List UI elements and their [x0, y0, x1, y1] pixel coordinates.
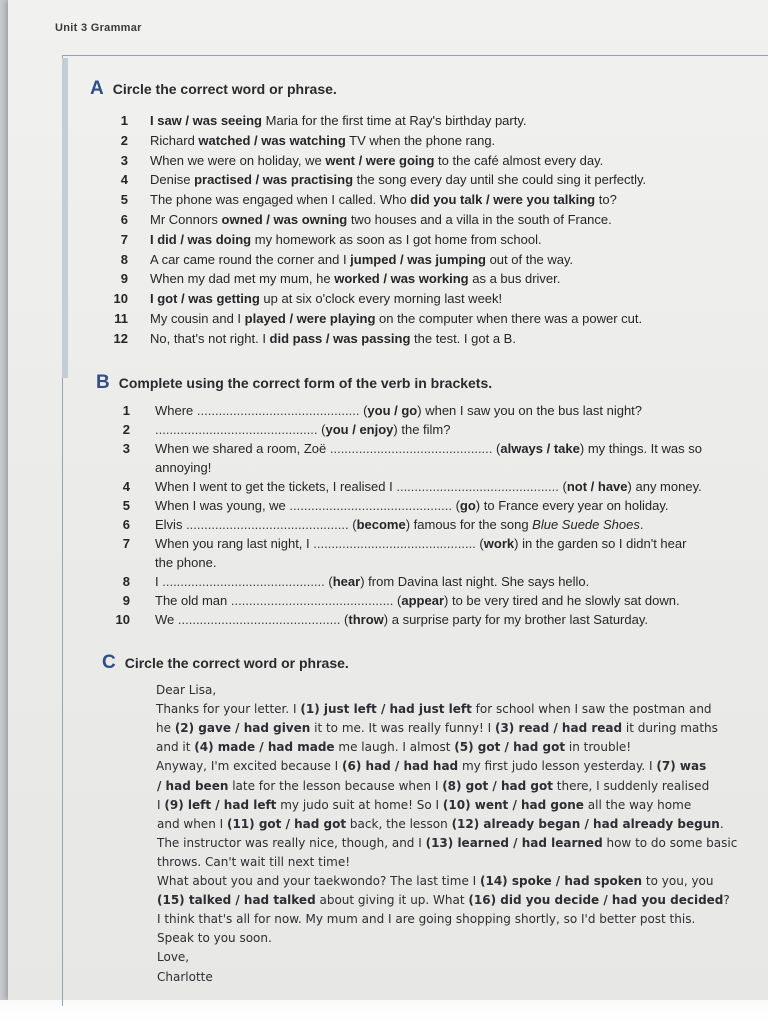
bracket: ) [579, 441, 585, 456]
answer-options: did you talk / were you talking [410, 192, 596, 208]
item-number: 7 [122, 536, 130, 551]
letter-line [157, 950, 189, 965]
verb-hint: not / have [566, 479, 628, 494]
song-title: Blue Suede Shoes [532, 517, 640, 532]
section-b-instruction: Complete using the correct form of the verb in brackets. [118, 375, 493, 391]
answer-options: (1) just left / had just left [300, 702, 472, 717]
item-sentence [150, 212, 612, 228]
item-sentence [155, 460, 211, 476]
letter-text-segment: Anyway, I'm excited because I [156, 759, 343, 774]
answer-blank: ............................................. [162, 574, 325, 589]
item-sentence [150, 133, 495, 149]
sentence-text: to be very tired and he slowly sat down. [448, 593, 680, 608]
item-number: 5 [120, 192, 128, 208]
answer-options: (3) read / had read [494, 721, 623, 736]
sentence-text: The old man [155, 593, 231, 608]
verb-hint: appear [401, 593, 445, 608]
letter-text-segment: The instructor was really nice, though, and I [157, 835, 426, 850]
letter-text-segment: I [157, 797, 165, 812]
bracket: ) [383, 612, 389, 627]
answer-blank: ............................................. [196, 403, 360, 418]
verb-hint: hear [332, 574, 361, 589]
item-number: 6 [122, 517, 130, 532]
answer-options: (15) talked / had talked [157, 893, 316, 908]
item-number: 2 [122, 422, 130, 437]
sentence-text: Mr Connors [150, 212, 222, 227]
sentence-text: When I was young, we [155, 498, 290, 513]
letter-text-segment: What about you and your taekwondo? The last time I [157, 874, 480, 888]
verb-hint: throw [348, 612, 384, 627]
answer-blank: ............................................. [230, 593, 394, 608]
letter-text-segment: Thanks for your letter. I [156, 702, 301, 717]
item-sentence [150, 192, 617, 208]
item-sentence [150, 311, 642, 327]
sentence-text: to France every year on holiday. [480, 498, 669, 513]
item-number: 6 [120, 212, 128, 227]
sentence-text: the song every day until she could sing it perfectly. [353, 172, 647, 188]
item-number: 10 [115, 612, 130, 627]
item-number: 5 [122, 498, 130, 513]
answer-options: (14) spoke / had spoken [480, 874, 643, 888]
letter-line [157, 855, 350, 870]
answer-blank: ............................................. [396, 479, 559, 494]
sentence-text: Richard [150, 132, 199, 148]
item-sentence [155, 517, 644, 533]
letter-text-segment: back, the lesson [346, 816, 452, 831]
bracket: ( [324, 574, 333, 589]
answer-options: went / were going [325, 152, 435, 168]
letter-line [157, 779, 709, 794]
answer-options: (13) learned / had learned [425, 835, 603, 850]
section-b-letter: B [96, 372, 110, 393]
answer-options: (6) had / had had [342, 759, 459, 774]
bracket: ( [451, 498, 460, 513]
letter-text-segment: I think that's all for now. My mum and I are going shopping shortly, so I'd better post this. [157, 912, 696, 927]
bracket: ( [475, 536, 484, 551]
sentence-text: Where [155, 403, 197, 418]
sentence-text: My cousin and I [150, 311, 245, 326]
answer-blank: ............................................. [313, 536, 476, 551]
answer-options: watched / was watching [198, 132, 346, 148]
section-a-instruction: Circle the correct word or phrase. [112, 81, 337, 97]
letter-text-segment: ? [723, 893, 730, 908]
verb-hint: you / go [367, 403, 418, 418]
letter-text-segment: and it [156, 740, 195, 755]
letter-text-segment: Dear Lisa, [156, 683, 217, 697]
item-number: 9 [122, 593, 130, 608]
bracket: ) [360, 574, 365, 589]
answer-options: played / were playing [244, 311, 376, 326]
sentence-text: up at six o'clock every morning last week! [259, 291, 503, 307]
sentence-text: when I saw you on the bus last night? [421, 403, 643, 418]
item-sentence [150, 291, 502, 307]
bracket: ( [558, 479, 567, 494]
sentence-text: I [155, 574, 163, 589]
verb-hint: work [483, 536, 515, 551]
letter-text-segment: . [719, 816, 724, 831]
sentence-text: Elvis [155, 517, 187, 532]
letter-text-segment: it to me. It was really funny! I [310, 721, 495, 736]
answer-options: (11) got / had got [226, 816, 347, 831]
sentence-text: the phone. [155, 555, 217, 570]
item-sentence [150, 271, 560, 287]
sentence-text: any money. [631, 479, 702, 494]
letter-line [157, 836, 737, 851]
sentence-text: two houses and a villa in the south of France. [347, 212, 612, 227]
item-sentence [155, 498, 669, 514]
answer-blank: ............................................. [155, 422, 318, 437]
item-number: 10 [113, 291, 128, 307]
answer-options: owned / was owning [221, 212, 348, 227]
sentence-text: annoying! [155, 460, 212, 475]
section-c-instruction: Circle the correct word or phrase. [124, 655, 349, 671]
item-sentence [150, 232, 542, 248]
letter-text-segment: late for the lesson because when I [228, 778, 443, 793]
bracket: ( [348, 517, 357, 532]
unit-header: Unit 3 Grammar [55, 22, 142, 34]
bracket: ) [475, 498, 481, 513]
letter-text-segment: all the way home [583, 797, 692, 812]
bracket: ) [627, 479, 632, 494]
letter-text-segment: Love, [157, 950, 190, 965]
sentence-text: When we were on holiday, we [150, 152, 326, 168]
sentence-text: Maria for the first time at Ray's birthday party. [262, 113, 527, 128]
letter-text-segment: me laugh. I almost [334, 740, 455, 755]
letter-text-segment: he [156, 721, 175, 736]
sentence-text: as a bus driver. [468, 271, 561, 287]
letter-text-segment: Speak to you soon. [157, 931, 272, 946]
item-sentence [155, 612, 648, 628]
letter-text-segment: how to do some basic [602, 835, 738, 850]
answer-blank: ............................................. [186, 517, 349, 532]
item-sentence [150, 331, 516, 347]
item-sentence [155, 441, 702, 457]
bracket: ( [359, 403, 368, 418]
letter-text-segment: Charlotte [157, 969, 213, 984]
item-sentence [155, 536, 686, 552]
answer-options: / had been [157, 778, 229, 793]
letter-text-segment: my judo suit at home! So I [276, 797, 443, 812]
letter-line [157, 912, 695, 927]
item-number: 7 [120, 231, 128, 247]
bracket: ( [340, 612, 349, 627]
sentence-text: my homework as soon as I got home from school. [251, 231, 542, 247]
item-number: 3 [120, 152, 128, 168]
sentence-text: the test. I got a B. [410, 330, 516, 346]
bracket: ) [514, 536, 519, 551]
bracket: ) [405, 517, 411, 532]
sentence-text: The phone was engaged when I called. Who [150, 192, 411, 208]
answer-blank: ............................................. [329, 441, 493, 456]
letter-text-segment: in trouble! [565, 740, 632, 755]
item-number: 8 [122, 574, 130, 589]
bracket: ( [317, 422, 326, 437]
letter-line [157, 970, 213, 985]
item-sentence [155, 479, 702, 495]
item-number: 8 [120, 251, 128, 267]
letter-text-segment: my first judo lesson yesterday. I [458, 759, 657, 774]
sentence-text: from Davina last night. She says hello. [364, 574, 590, 589]
answer-options: (5) got / had got [454, 740, 566, 755]
item-sentence [155, 593, 680, 609]
letter-line [156, 721, 718, 736]
letter-line [157, 874, 714, 889]
answer-options: (10) went / had gone [442, 797, 584, 812]
letter-text-segment: there, I suddenly realised [552, 778, 710, 793]
sentence-text: out of the way. [485, 251, 574, 267]
answer-options: I got / was getting [150, 291, 260, 307]
answer-options: did pass / was passing [269, 330, 411, 346]
item-number: 9 [120, 271, 128, 287]
letter-line [156, 759, 706, 774]
sentence-text: When my dad met my mum, he [150, 271, 335, 287]
letter-line [157, 798, 691, 813]
answer-options: (7) was [656, 759, 707, 774]
answer-options: worked / was working [334, 271, 469, 287]
letter-line [156, 683, 216, 698]
bracket: ( [393, 593, 402, 608]
item-number: 1 [120, 113, 128, 128]
section-a-letter: A [90, 78, 104, 99]
item-sentence [150, 172, 646, 188]
bracket: ) [417, 403, 422, 418]
bracket: ) [393, 422, 398, 437]
item-sentence [150, 113, 527, 129]
answer-options: (9) left / had left [164, 797, 277, 812]
answer-blank: ............................................. [177, 612, 341, 627]
letter-text-segment: it during maths [622, 721, 718, 736]
item-number: 1 [122, 403, 130, 418]
bracket: ) [444, 593, 449, 608]
verb-hint: you / enjoy [325, 422, 394, 437]
item-sentence [150, 252, 573, 268]
answer-options: practised / was practising [194, 172, 354, 188]
answer-options: jumped / was jumping [350, 251, 486, 267]
item-sentence [155, 574, 589, 590]
section-a-heading [90, 78, 337, 100]
letter-text-segment: throws. Can't wait till next time! [157, 854, 351, 869]
sentence-text: TV when the phone rang. [345, 132, 496, 148]
sentence-text: No, that's not right. I [150, 330, 270, 346]
letter-line [156, 740, 631, 755]
sentence-text: a surprise party for my brother last Saturday. [388, 612, 648, 627]
sentence-text: We [155, 612, 178, 627]
verb-hint: always / take [500, 441, 580, 456]
item-sentence [155, 555, 216, 571]
item-number: 3 [122, 441, 130, 456]
sentence-text: my things. It was so [584, 441, 702, 456]
answer-options: (16) did you decide / had you decided [468, 893, 724, 908]
sentence-text: on the computer when there was a power cut. [375, 311, 643, 326]
item-number: 4 [120, 172, 128, 188]
item-number: 2 [120, 132, 128, 148]
answer-options: (2) gave / had given [174, 721, 311, 736]
letter-line [156, 702, 712, 717]
answer-blank: ............................................. [289, 498, 452, 513]
sentence-text: Denise [150, 172, 195, 188]
item-number: 12 [113, 330, 128, 346]
letter-text-segment: and when I [157, 816, 227, 831]
answer-options: I did / was doing [150, 231, 252, 247]
sentence-text: When I went to get the tickets, I realised I [155, 479, 397, 494]
section-b-heading [96, 372, 492, 394]
answer-options: I saw / was seeing [150, 113, 262, 128]
answer-options: (4) made / had made [194, 740, 335, 755]
section-frame-band [62, 58, 68, 378]
sentence-text: When we shared a room, Zoë [155, 441, 330, 456]
verb-hint: become [356, 517, 406, 532]
sentence-text: . [639, 517, 644, 532]
sentence-text: When you rang last night, I [155, 536, 314, 551]
sentence-text: to the café almost every day. [434, 152, 604, 168]
letter-line [157, 817, 724, 832]
sentence-text: in the garden so I didn't hear [518, 536, 687, 551]
letter-text-segment: about giving it up. What [315, 893, 469, 908]
letter-text-segment: to you, you [642, 874, 714, 888]
sentence-text: A car came round the corner and I [150, 251, 351, 267]
sentence-text: the film? [397, 422, 451, 437]
sentence-text: to? [595, 192, 617, 208]
item-sentence [150, 153, 603, 169]
sentence-text: famous for the song [410, 517, 533, 532]
item-sentence [155, 422, 451, 438]
section-c-heading [102, 652, 349, 674]
bracket: ( [492, 441, 501, 456]
answer-options: (8) got / had got [442, 778, 553, 793]
letter-line [157, 893, 730, 908]
answer-options: (12) already began / had already begun [451, 816, 720, 831]
item-number: 4 [122, 479, 130, 494]
item-sentence [155, 403, 642, 419]
letter-text-segment: for school when I saw the postman and [471, 702, 712, 717]
section-c-letter: C [102, 652, 116, 673]
item-number: 11 [114, 311, 128, 326]
verb-hint: go [459, 498, 476, 513]
letter-line [157, 931, 272, 946]
